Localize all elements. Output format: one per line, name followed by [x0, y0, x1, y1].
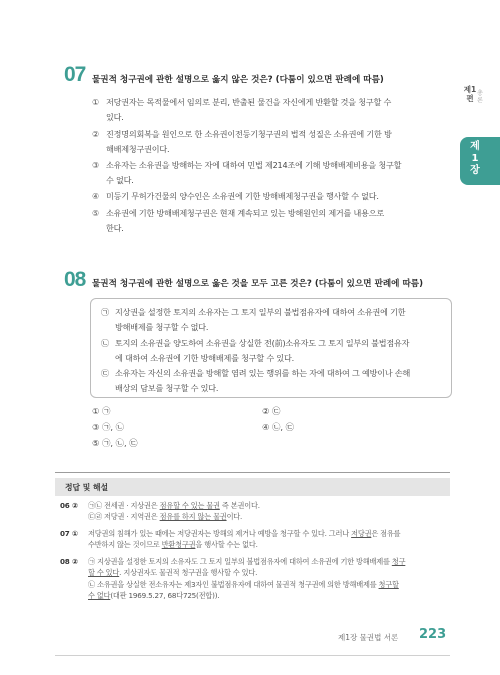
- option-marker: ③: [92, 160, 100, 170]
- question-number-07: 07: [64, 63, 86, 86]
- answer-explanation: [88, 500, 448, 523]
- option-marker: ①: [92, 97, 100, 107]
- option-text: 소유권에 기한 방해배제청구권은 현재 계속되고 있는 방해원인의 제거를 내용으로: [106, 208, 385, 218]
- footer-chapter-title: 제1장 물권법 서론: [338, 633, 399, 642]
- option-text: 소유자는 소유권을 방해하는 자에 대하여 민법 제214조에 기해 방해배제비용을 청구할: [106, 160, 402, 170]
- explanation-line: [88, 590, 448, 601]
- explanation-line: [88, 500, 448, 511]
- explanation-text: 이다.: [226, 512, 243, 522]
- explanation-line: [88, 511, 448, 522]
- q07-option-3[interactable]: [92, 158, 448, 189]
- choice-5: ⑤ ㉠, ㉡, ㉢: [92, 438, 138, 448]
- option-text-continued: 있다.: [106, 112, 124, 123]
- q07-option-1[interactable]: [92, 95, 448, 126]
- emphasized-text: 수 없다: [88, 591, 111, 601]
- explanation-line: [88, 556, 448, 567]
- q07-option-5[interactable]: [92, 206, 448, 237]
- question-07-text: 물권적 청구권에 관한 설명으로 옳지 않은 것은? (다툼이 있으면 판례에 따름): [92, 75, 384, 85]
- option-marker: ④: [92, 191, 100, 201]
- question-08-statement-box: [90, 298, 452, 398]
- explanation-text: 수반하지 않는 것이므로: [88, 540, 162, 550]
- explanation-text: ㉠㉡ 전세권 · 지상권은: [88, 501, 160, 510]
- footer-divider: [55, 655, 450, 656]
- question-number-08: 08: [64, 268, 86, 291]
- answer-separator: [55, 472, 450, 473]
- statement-text-continued: 에 대하여 소유권에 기한 방해배제를 청구할 수 있다.: [115, 352, 294, 363]
- option-text-continued: 해배제청구권이다.: [106, 144, 170, 155]
- explanation-text: ㉢㉣ 저당권 · 지역권은: [88, 512, 160, 522]
- answer-header: [55, 478, 450, 496]
- statement-text: 지상권을 설정한 토지의 소유자는 그 토지 일부의 불법점유자에 대하여 소유권에 기한: [115, 307, 406, 317]
- choice-1: ① ㉠: [92, 406, 111, 416]
- statement-text: 토지의 소유권을 양도하여 소유권을 상실한 전(前)소유자도 그 토지 일부의 불법점유자: [115, 337, 410, 348]
- statement-text-continued: 배상의 담보를 청구할 수 있다.: [115, 383, 219, 394]
- explanation-text: 저당권의 침해가 있는 때에는 저당권자는 방해의 제거나 예방을 청구할 수 있다. 그러나: [88, 529, 352, 538]
- explanation-line: [88, 579, 448, 590]
- emphasized-text: 반환청구권: [161, 540, 196, 550]
- emphasized-text: 청구할: [378, 579, 399, 589]
- explanation-text: (대판 1969.5.27, 68다725(전합)).: [110, 591, 220, 601]
- answer-number: 06 ②: [60, 501, 78, 510]
- choice-4: ④ ㉡, ㉢: [262, 422, 294, 432]
- q07-option-4[interactable]: [92, 189, 448, 204]
- option-text: 미등기 무허가건물의 양수인은 소유권에 기한 방해배제청구권을 행사할 수 없다.: [106, 191, 379, 201]
- explanation-text: . 지상권자도 물권적 청구권을 행사할 수 있다.: [119, 568, 258, 578]
- statement-text-continued: 방해배제를 청구할 수 없다.: [115, 322, 209, 333]
- answer-number: 08 ②: [60, 557, 78, 566]
- answer-header-label: 정답 및 해설: [65, 483, 109, 492]
- explanation-line: [88, 567, 448, 578]
- statement-marker: ㉢: [101, 368, 109, 379]
- q08-statement-2: [101, 336, 441, 367]
- answer-explanation: [88, 528, 448, 551]
- emphasized-text: 저당권: [351, 529, 372, 538]
- emphasized-text: 청구: [391, 557, 406, 566]
- option-marker: ②: [92, 129, 100, 139]
- answer-number: 07 ①: [60, 529, 78, 538]
- choice-2: ② ㉢: [262, 406, 281, 416]
- option-text-continued: 한다.: [106, 223, 124, 234]
- q08-statement-3: [101, 366, 441, 397]
- side-part-sub: 총론: [477, 90, 483, 104]
- explanation-line: [88, 528, 448, 539]
- option-text: 저당권자는 목적물에서 임의로 분리, 반출된 물건을 자신에게 반환할 것을 청구할 수: [106, 97, 392, 107]
- emphasized-text: 점유를 하지 않는 물권: [159, 512, 227, 522]
- statement-text: 소유자는 자신의 소유권을 방해할 염려 있는 행위를 하는 자에 대하여 그 예방이나 손해: [115, 368, 411, 379]
- page-number: 223: [419, 627, 447, 642]
- explanation-text: 즉 본권이다.: [219, 501, 260, 510]
- explanation-text: 은 점유를: [371, 529, 401, 538]
- q08-statement-1: [101, 305, 441, 336]
- chapter-side-tab[interactable]: [460, 137, 500, 185]
- explanation-text: ㉡ 소유권을 상실한 전소유자는 제3자인 불법점유자에 대하여 물권적 청구권에 의한 방해배제를: [88, 579, 379, 589]
- emphasized-text: 할 수 있다: [88, 568, 120, 578]
- q07-option-2[interactable]: [92, 127, 448, 158]
- explanation-text: ㉠ 지상권을 설정한 토지의 소유자도 그 토지 일부의 불법점유자에 대하여 소유권에 기한 방해배제를: [88, 557, 392, 566]
- chapter-side-tab-label: 제1장: [470, 141, 480, 176]
- statement-marker: ㉡: [101, 337, 109, 348]
- answer-explanation: [88, 556, 448, 602]
- emphasized-text: 점유할 수 있는 물권: [159, 501, 220, 510]
- explanation-line: [88, 539, 448, 550]
- choice-3: ③ ㉠, ㉡: [92, 422, 124, 432]
- option-marker: ⑤: [92, 208, 100, 218]
- option-text-continued: 수 없다.: [106, 175, 134, 186]
- explanation-text: 을 행사할 수는 없다.: [195, 540, 258, 550]
- statement-marker: ㉠: [101, 307, 109, 317]
- question-08-text: 물권적 청구권에 관한 설명으로 옳은 것을 모두 고른 것은? (다툼이 있으면 판례에 따름): [92, 279, 423, 289]
- side-part-label: 제1편: [463, 85, 477, 103]
- option-text: 진정명의회복을 원인으로 한 소유권이전등기청구권의 법적 성질은 소유권에 기한 방: [106, 129, 392, 139]
